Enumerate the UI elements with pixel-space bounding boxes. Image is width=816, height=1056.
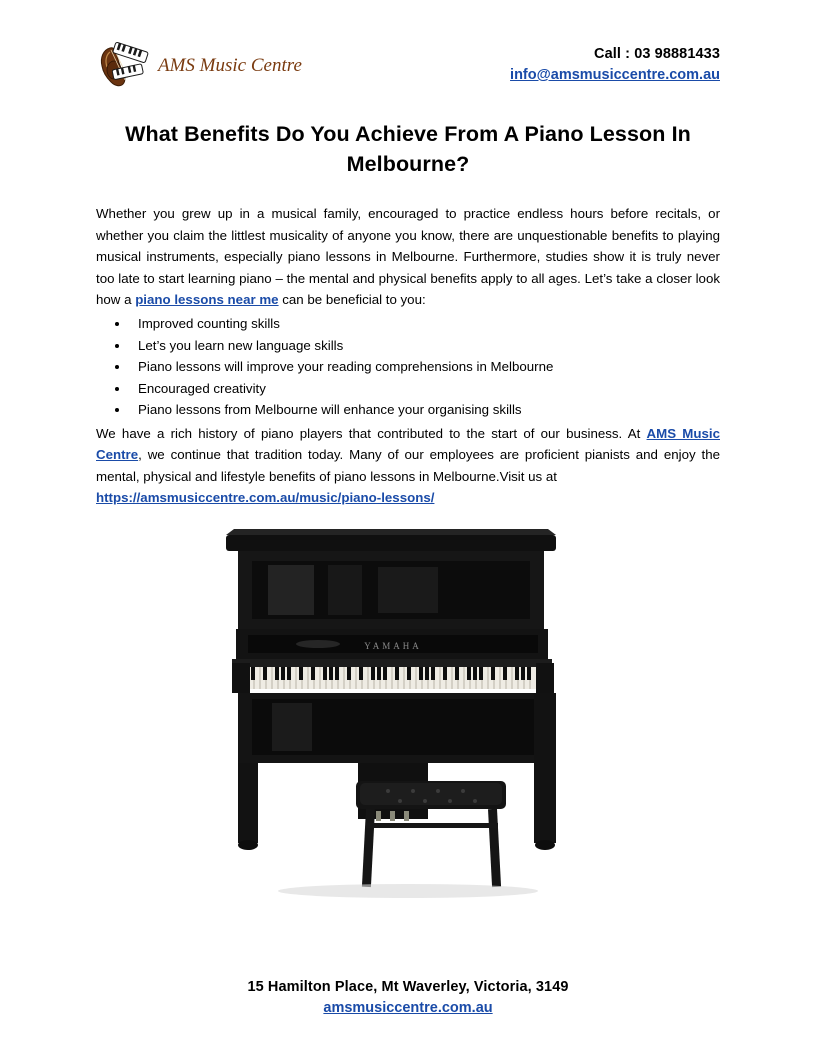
piano-photo [208,523,608,903]
phone-label: Call : 03 98881433 [594,46,720,62]
list-item: • Improved counting skills [130,313,720,335]
list-item: • Encouraged creativity [130,378,720,400]
violin-and-piano-keys-icon [96,40,154,92]
ams-music-centre-link[interactable]: AMS Music Centre [96,425,720,463]
document-footer [0,979,816,1016]
list-item: • Let’s you learn new language skills [130,335,720,357]
brand-name: AMS Music Centre [158,55,302,76]
list-item: • Piano lessons will improve your reading comprehensions in Melbourne [130,356,720,378]
upright-piano-with-bench-photo [208,523,608,903]
benefits-list [96,313,720,421]
piano-lessons-near-me-link[interactable]: piano lessons near me [135,292,279,308]
footer-website-link[interactable]: amsmusiccentre.com.au [323,1000,493,1016]
list-item: • Piano lessons from Melbourne will enhance your organising skills [130,399,720,421]
svg-text:YAMAHA: YAMAHA [364,640,422,651]
page-title: What Benefits Do You Achieve From A Piano Lesson In Melbourne? [125,122,691,176]
intro-text-part1: Whether you grew up in a musical family, encouraged to practice endless hours before recitals, or whether you claim the littlest musicality of anyone you know, there are unquestionable benefits to playing musical instruments, especially piano lessons in Melbourne. Furthermore, studies show it is truly never too late to start learning piano – the mental and physical benefits apply to all ages. Let’s take a closer look how a [96,206,720,308]
closing-text-part1: We have a rich history of piano players that contributed to the start of our business. At [96,425,647,441]
closing-text-part2: , we continue that tradition today. Many of our employees are proficient pianists and enjoy the mental, physical and lifestyle benefits of piano lessons in Melbourne.Visit us at [96,447,720,484]
footer-address: 15 Hamilton Place, Mt Waverley, Victoria, 3149 [247,979,569,995]
page-url-link[interactable]: https://amsmusiccentre.com.au/music/piano-lessons/ [96,490,435,506]
closing-paragraph [96,423,720,488]
intro-paragraph [96,203,720,311]
email-link[interactable]: info@amsmusiccentre.com.au [510,67,720,84]
brand-logo[interactable] [96,36,302,92]
document-header [96,36,720,98]
header-contact-block [510,36,720,86]
intro-text-part2: can be beneficial to you: [278,292,426,308]
